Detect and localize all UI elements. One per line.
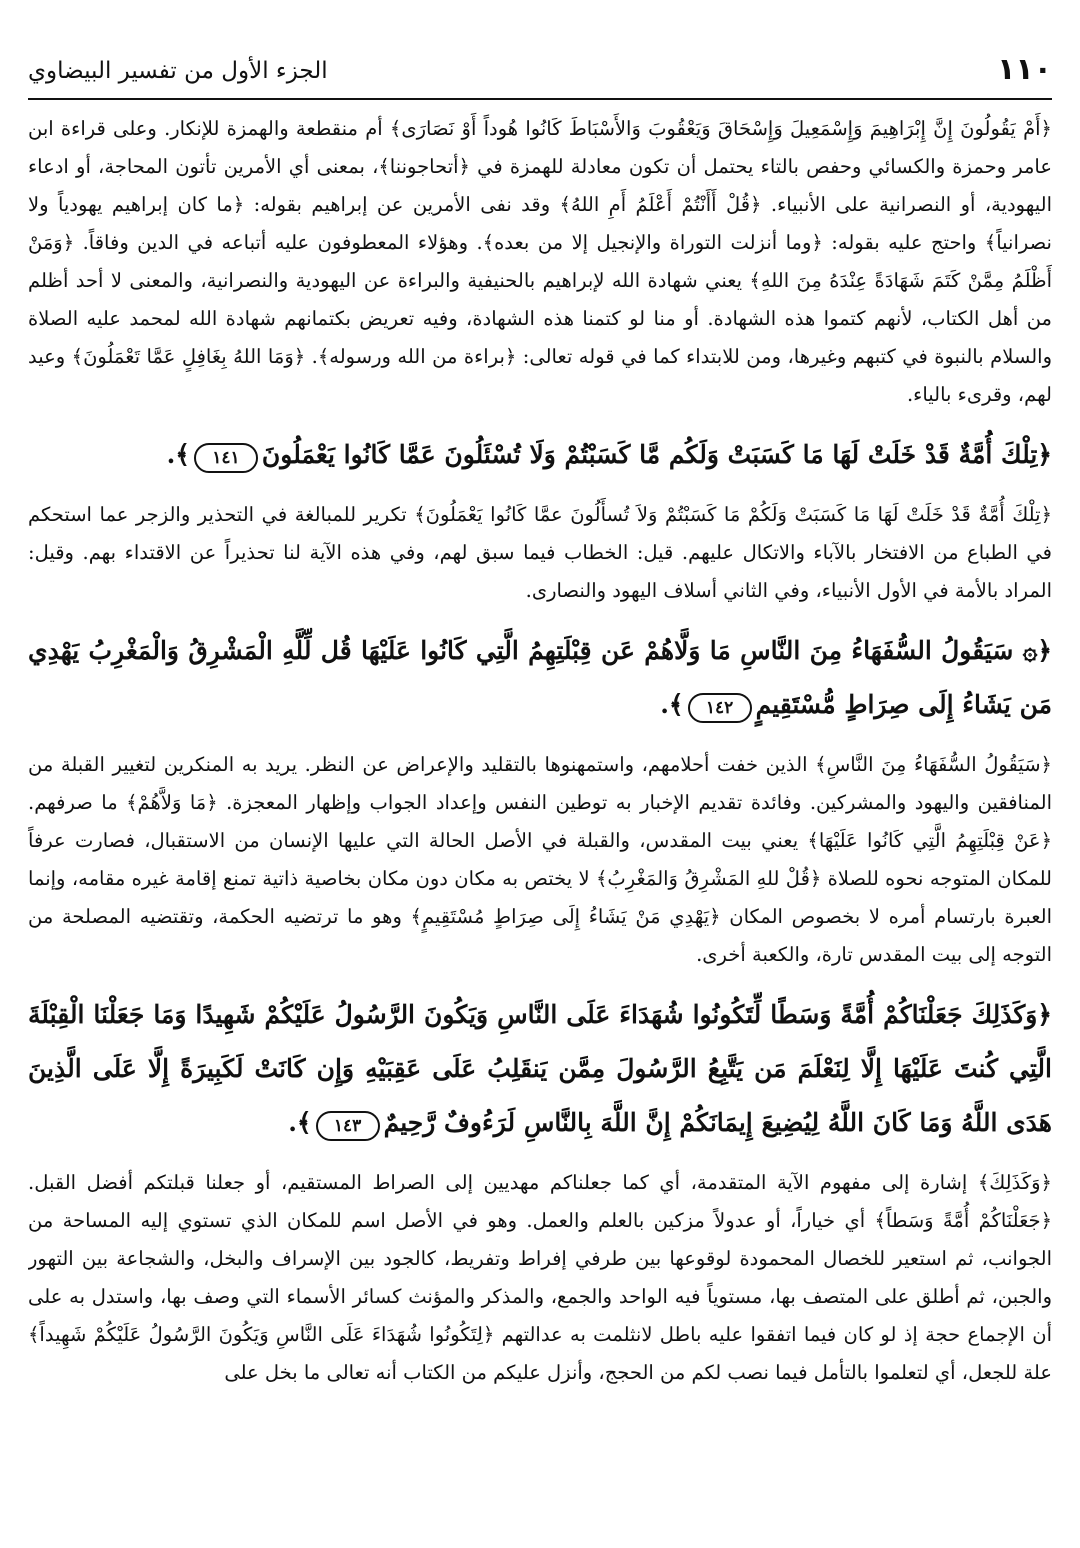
- page-header: [28, 50, 1052, 100]
- commentary-paragraph: ﴿سَيَقُولُ السُّفَهَاءُ مِنَ النَّاسِ﴾ الذين خفت أحلامهم، واستمهنوها بالتقليد والإعراض عن النظر. يريد به المنكرين لتغيير القبلة من المنافقين واليهود والمشركين. وفائدة تقديم الإخبار به توطين النفس وإعداد الجواب وإظهار المعجزة. ﴿مَا وَلاَّهُمْ﴾ ما صرفهم. ﴿عَنْ قِبْلَتِهِمُ الَّتِي كَانُوا عَلَيْهَا﴾ يعني بيت المقدس، والقبلة في الأصل الحالة التي عليها الإنسان من الاستقبال، فصارت عرفاً للمكان المتوجه نحوه للصلاة ﴿قُلْ للهِ المَشْرِقُ وَالمَغْرِبُ﴾ لا يختص به مكان دون مكان بخاصية ذاتية تمنع إقامة غيره مقامه، وإنما العبرة بارتسام أمره لا بخصوص المكان ﴿يَهْدِي مَنْ يَشَاءُ إِلَى صِرَاطٍ مُسْتَقِيمٍ﴾ وهو ما ترتضيه الحكمة، وتقتضيه المصلحة من التوجه إلى بيت المقدس تارة، والكعبة أخرى.: [28, 753, 1052, 966]
- page-body: [28, 110, 1052, 1392]
- commentary-paragraph: ﴿أَمْ يَقُولُونَ إِنَّ إِبْرَاهِيمَ وَإِسْمَعِيلَ وَإِسْحَاقَ وَيَعْقُوبَ وَالأَسْبَاطَ كَانُوا هُوداً أَوْ نَصَارَى﴾ أم منقطعة والهمزة للإنكار. وعلى قراءة ابن عامر وحمزة والكسائي وحفص بالتاء يحتمل أن تكون معادلة للهمزة في ﴿أتحاجوننا﴾، بمعنى أي الأمرين تأتون المحاجة، أو ادعاء اليهودية، أو النصرانية على الأنبياء. ﴿قُلْ أَأَنْتُمْ أَعْلَمُ أَمِ اللهُ﴾ وقد نفى الأمرين عن إبراهيم بقوله: ﴿ما كان إبراهيم يهودياً ولا نصرانياً﴾ واحتج عليه بقوله: ﴿وما أنزلت التوراة والإنجيل إلا من بعده﴾. وهؤلاء المعطوفون عليه أتباعه في الدين وفاقاً. ﴿وَمَنْ أَظْلَمُ مِمَّنْ كَتَمَ شَهَادَةً عِنْدَهُ مِنَ اللهِ﴾ يعني شهادة الله لإبراهيم بالحنيفية والبراءة عن اليهودية والنصرانية، والمعنى لا أحد أظلم من أهل الكتاب، لأنهم كتموا هذه الشهادة. أو منا لو كتمنا هذه الشهادة، وفيه تعريض بكتمانهم شهادة الله لمحمد عليه الصلاة والسلام بالنبوة في كتبهم وغيرها، ومن للابتداء كما في قوله تعالى: ﴿براءة من الله ورسوله﴾. ﴿وَمَا اللهُ بِغَافِلٍ عَمَّا تَعْمَلُونَ﴾ وعيد لهم، وقرىء بالياء.: [28, 117, 1052, 406]
- quran-verse: [28, 428, 1052, 482]
- commentary-paragraph: ﴿تِلْكَ أُمَّةٌ قَدْ خَلَتْ لَهَا مَا كَسَبَتْ وَلَكُمْ مَا كَسَبْتُمْ وَلاَ تُسأَلُونَ عمَّا كَانُوا يَعْمَلُونَ﴾ تكرير للمبالغة في التحذير والزجر عما استحكم في الطباع من الافتخار بالآباء والاتكال عليهم. قيل: الخطاب فيما سبق لهم، وفي هذه الآية لنا تحذيراً عن الاقتداء بهم. وقيل: المراد بالأمة في الأول الأنبياء، وفي الثاني أسلاف اليهود والنصارى.: [28, 503, 1052, 602]
- ayah-number-marker: ١٤٢: [688, 693, 752, 723]
- verse-closing-bracket: ﴾.: [660, 690, 684, 719]
- verse-text: ﴿۞ سَيَقُولُ السُّفَهَاءُ مِنَ النَّاسِ مَا وَلَّاهُمْ عَن قِبْلَتِهِمُ الَّتِي كَانُوا عَلَيْهَا قُل لِّلَّهِ الْمَشْرِقُ وَالْمَغْرِبُ يَهْدِي مَن يَشَاءُ إِلَى صِرَاطٍ مُّسْتَقِيمٍ: [28, 636, 1052, 719]
- ayah-number-marker: ١٤٣: [316, 1111, 380, 1141]
- quran-verse: [28, 624, 1052, 732]
- page-number: ١١٠: [997, 52, 1052, 87]
- running-title: الجزء الأول من تفسير البيضاوي: [28, 58, 328, 84]
- ayah-number-marker: ١٤١: [194, 443, 258, 473]
- verse-text: ﴿تِلْكَ أُمَّةٌ قَدْ خَلَتْ لَهَا مَا كَسَبَتْ وَلَكُم مَّا كَسَبْتُمْ وَلَا تُسْئَلُونَ عَمَّا كَانُوا يَعْمَلُونَ: [261, 440, 1052, 469]
- verse-closing-bracket: ﴾.: [166, 440, 190, 469]
- verse-text: ﴿وَكَذَلِكَ جَعَلْنَاكُمْ أُمَّةً وَسَطًا لِّتَكُونُوا شُهَدَاءَ عَلَى النَّاسِ وَيَكُونَ الرَّسُولُ عَلَيْكُمْ شَهِيدًا وَمَا جَعَلْنَا الْقِبْلَةَ الَّتِي كُنتَ عَلَيْهَا إِلَّا لِنَعْلَمَ مَن يَتَّبِعُ الرَّسُولَ مِمَّن يَنقَلِبُ عَلَى عَقِبَيْهِ وَإِن كَانَتْ لَكَبِيرَةً إِلَّا عَلَى الَّذِينَ هَدَى اللَّهُ وَمَا كَانَ اللَّهُ لِيُضِيعَ إِيمَانَكُمْ إِنَّ اللَّهَ بِالنَّاسِ لَرَءُوفٌ رَّحِيمٌ: [28, 1000, 1052, 1137]
- commentary-paragraph: ﴿وَكَذَلِكَ﴾ إشارة إلى مفهوم الآية المتقدمة، أي كما جعلناكم مهديين إلى الصراط المستقيم، أو جعلنا قبلتكم أفضل القبل. ﴿جَعَلْنَاكُمْ أُمَّةً وَسَطاً﴾ أي خياراً، أو عدولاً مزكين بالعلم والعمل. وهو في الأصل اسم للمكان الذي تستوي إليه المساحة من الجوانب، ثم استعير للخصال المحمودة لوقوعها بين طرفي إفراط وتفريط، كالجود بين الإسراف والبخل، والشجاعة بين التهور والجبن، ثم أطلق على المتصف بها، مستوياً فيه الواحد والجمع، والمذكر والمؤنث كسائر الأسماء التي وصف بها، واستدل به على أن الإجماع حجة إذ لو كان فيما اتفقوا عليه باطل لانثلمت به عدالتهم ﴿لِتَكُونُوا شُهَدَاءَ عَلَى النَّاسِ وَيَكُونَ الرَّسُولُ عَلَيْكُمْ شَهِيداً﴾ علة للجعل، أي لتعلموا بالتأمل فيما نصب لكم من الحجج، وأنزل عليكم من الكتاب أنه تعالى ما بخل على: [28, 1171, 1052, 1384]
- verse-closing-bracket: ﴾.: [288, 1108, 312, 1137]
- document-page: [28, 50, 1052, 1530]
- quran-verse: [28, 988, 1052, 1150]
